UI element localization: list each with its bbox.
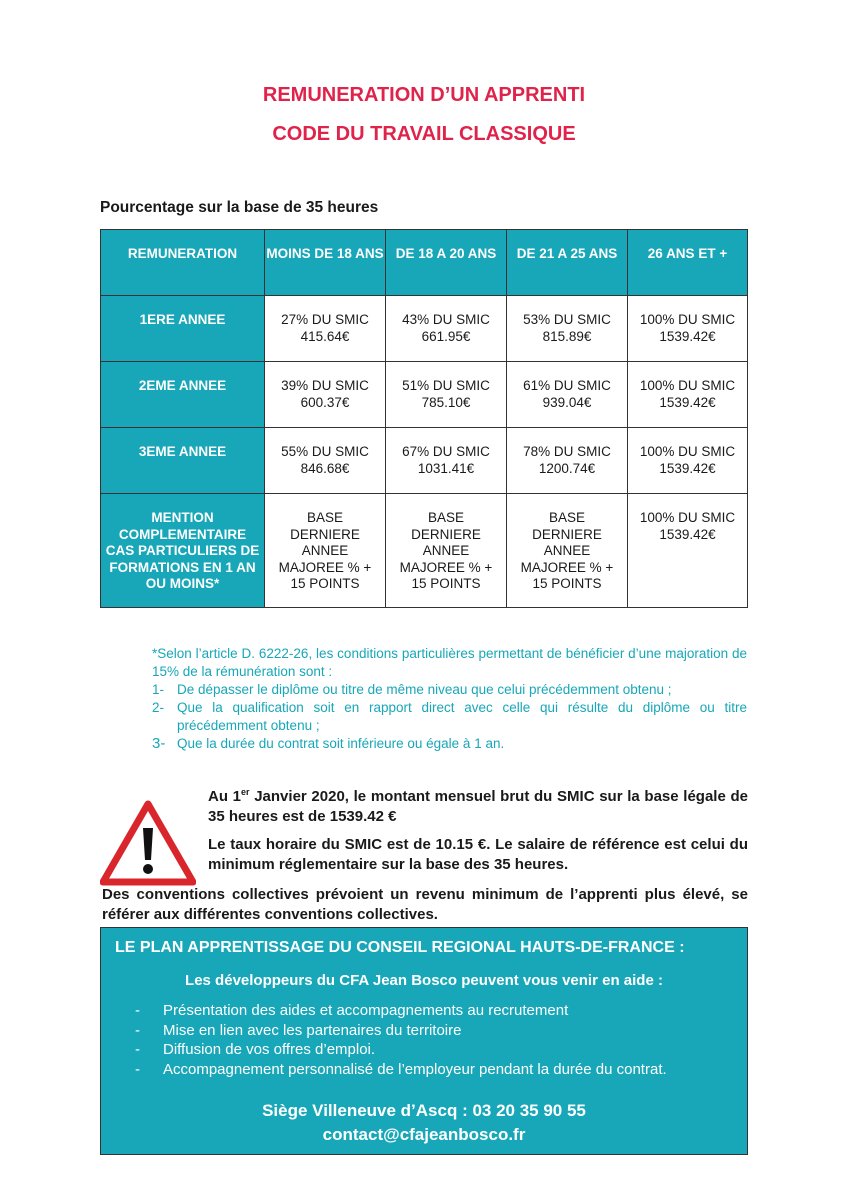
smic-hourly-text: Le taux horaire du SMIC est de 10.15 €. Le salaire de référence est celui du minimum réglementaire sur la base des 35 heures. bbox=[208, 836, 748, 873]
warning-triangle-icon bbox=[100, 800, 196, 886]
table-cell: 100% DU SMIC 1539.42€ bbox=[628, 362, 748, 428]
table-cell: 51% DU SMIC 785.10€ bbox=[386, 362, 507, 428]
table-cell: 55% DU SMIC 846.68€ bbox=[265, 428, 386, 494]
list-item: 2- Que la qualification soit en rapport direct avec celle qui résulte du diplôme ou titre précédemment obtenu ; bbox=[152, 700, 747, 733]
table-cell: 39% DU SMIC 600.37€ bbox=[265, 362, 386, 428]
smic-amount-text: Au 1er Janvier 2020, le montant mensuel brut du SMIC sur la base légale de 35 heures est de 1539.42 € bbox=[208, 787, 748, 825]
remuneration-table bbox=[100, 229, 748, 608]
header-cell: 26 ANS ET + bbox=[628, 230, 748, 296]
list-item: - Mise en lien avec les partenaires du territoire bbox=[135, 1021, 462, 1039]
header-cell: REMUNERATION bbox=[101, 230, 265, 296]
list-item: - Diffusion de vos offres d’emploi. bbox=[135, 1041, 376, 1058]
header-cell: DE 21 A 25 ANS bbox=[507, 230, 628, 296]
table-cell: 61% DU SMIC 939.04€ bbox=[507, 362, 628, 428]
page-subtitle: CODE DU TRAVAIL CLASSIQUE bbox=[272, 123, 576, 145]
table-cell: 78% DU SMIC 1200.74€ bbox=[507, 428, 628, 494]
panel-subheading: Les développeurs du CFA Jean Bosco peuvent vous venir en aide : bbox=[185, 972, 663, 989]
header-cell: DE 18 A 20 ANS bbox=[386, 230, 507, 296]
list-item: - Présentation des aides et accompagnements au recrutement bbox=[135, 1002, 569, 1019]
footnotes bbox=[152, 645, 747, 753]
conventions-text: Des conventions collectives prévoient un revenu minimum de l’apprenti plus élevé, se référer aux différentes conventions collectives. bbox=[102, 886, 748, 923]
contact-email[interactable]: contact@cfajeanbosco.fr bbox=[322, 1125, 526, 1144]
table-cell: BASE DERNIERE ANNEE MAJOREE % + 15 POINTS bbox=[507, 494, 628, 608]
list-item: 3- Que la durée du contrat soit inférieure ou égale à 1 an. bbox=[152, 735, 505, 752]
table-row bbox=[101, 494, 748, 608]
list-item: - Accompagnement personnalisé de l’employeur pendant la durée du contrat. bbox=[135, 1060, 667, 1078]
table-cell: 100% DU SMIC 1539.42€ bbox=[628, 428, 748, 494]
contact-phone: Siège Villeneuve d’Ascq : 03 20 35 90 55 bbox=[262, 1101, 586, 1120]
panel-heading: LE PLAN APPRENTISSAGE DU CONSEIL REGIONAL HAUTS-DE-FRANCE : bbox=[115, 939, 685, 956]
table-cell: 67% DU SMIC 1031.41€ bbox=[386, 428, 507, 494]
table-header-row bbox=[101, 230, 748, 296]
regional-plan-panel bbox=[100, 927, 748, 1155]
table-row bbox=[101, 428, 748, 494]
page-title: REMUNERATION D’UN APPRENTI bbox=[262, 84, 586, 106]
list-item: 1- De dépasser le diplôme ou titre de même niveau que celui précédemment obtenu ; bbox=[152, 682, 672, 697]
row-label: 2EME ANNEE bbox=[101, 362, 265, 428]
table-caption: Pourcentage sur la base de 35 heures bbox=[100, 199, 379, 216]
table-row bbox=[101, 362, 748, 428]
row-label: MENTION COMPLEMENTAIRE CAS PARTICULIERS DE FORMATIONS EN 1 AN OU MOINS* bbox=[101, 494, 265, 608]
table-cell: 43% DU SMIC 661.95€ bbox=[386, 296, 507, 362]
row-label: 3EME ANNEE bbox=[101, 428, 265, 494]
panel-list bbox=[135, 1001, 667, 1079]
table-row bbox=[101, 296, 748, 362]
table-cell: BASE DERNIERE ANNEE MAJOREE % + 15 POINTS bbox=[265, 494, 386, 608]
table-cell: BASE DERNIERE ANNEE MAJOREE % + 15 POINTS bbox=[386, 494, 507, 608]
table-cell: 27% DU SMIC 415.64€ bbox=[265, 296, 386, 362]
row-label: 1ERE ANNEE bbox=[101, 296, 265, 362]
header-cell: MOINS DE 18 ANS bbox=[265, 230, 386, 296]
table-cell: 100% DU SMIC 1539.42€ bbox=[628, 494, 748, 608]
table-cell: 100% DU SMIC 1539.42€ bbox=[628, 296, 748, 362]
table-cell: 53% DU SMIC 815.89€ bbox=[507, 296, 628, 362]
footnote-intro: *Selon l’article D. 6222-26, les conditions particulières permettant de bénéficier d’une majoration de 15% de la rémunération sont : bbox=[152, 646, 747, 679]
